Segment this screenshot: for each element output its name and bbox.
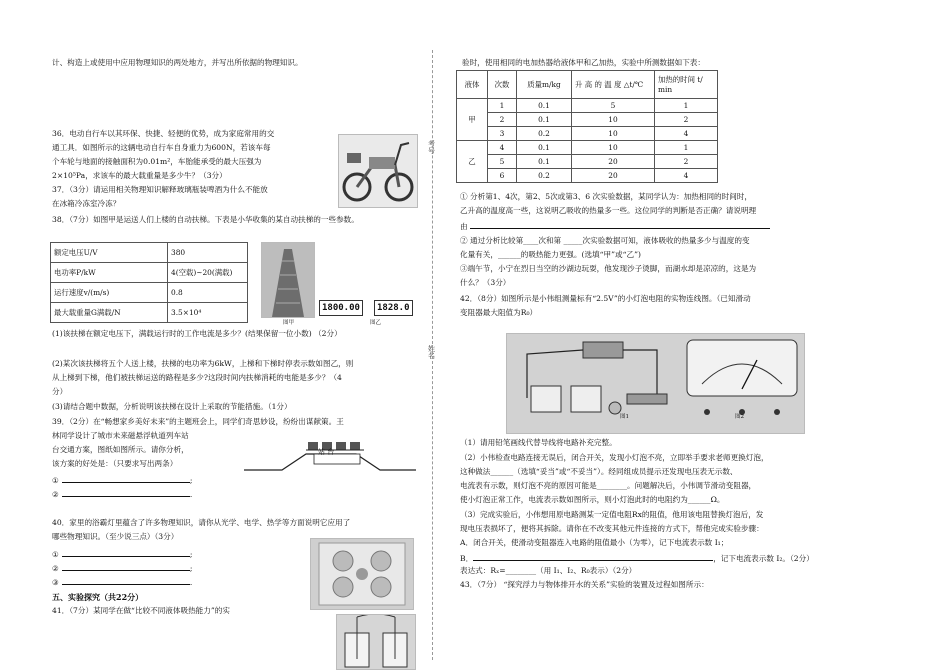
q41-continued: 验时，使用相同的电加热器给液体甲和乙加热，实验中所测数据如下表： (462, 58, 705, 67)
q38-sub2-line2: 从上梯到下梯，他们被扶梯运送的路程是多少?这段时间内扶梯消耗的电能是多少？（4 (52, 373, 342, 382)
q39-line3: 台交通方案，图纸如图所示。请你分析， (52, 445, 189, 454)
header-cell: 升 高 的 温 度 △t/℃ (572, 71, 655, 99)
step-b-label: B． (460, 554, 474, 563)
table-cell: 4 (655, 169, 718, 183)
binding-line (432, 50, 433, 660)
q41-part1-line2: 乙升高的温度高一些，这说明乙吸收的热量多一些。这位同学的判断是否正确？请说明理 (460, 206, 757, 215)
stopwatch-display-1: 1800.00 (319, 300, 363, 316)
table-cell: 5 (488, 155, 517, 169)
q42-expression: 表达式：Rₓ=________（用 I₁、I₂、R₀表示）（2分） (460, 566, 637, 575)
table-cell: 10 (572, 141, 655, 155)
bath-heater-image (310, 538, 414, 610)
q41-part3-line1: ③端午节，小宁在烈日当空的沙湖边玩耍，他发现沙子烫脚，而湖水却是凉凉的，这是为 (460, 264, 757, 273)
answer-blank[interactable] (62, 576, 190, 585)
stopwatch-display-2: 1828.0 (374, 300, 413, 316)
table-cell: 0.2 (517, 169, 572, 183)
fig-a-caption: 图甲 (283, 320, 295, 326)
q42-sub3-line2: 现电压表损坏了，便将其拆除。请你在不改变其他元件连接的方式下，帮他完成实验步骤： (460, 524, 764, 533)
table-cell: 0.1 (517, 113, 572, 127)
table-cell: 1 (488, 99, 517, 113)
circuit-figure (506, 333, 805, 434)
step-b-tail: ，记下电流表示数 I₂。（2分） (713, 554, 814, 563)
q41-part1-line3[interactable] (460, 220, 770, 232)
heating-beakers-image (336, 614, 416, 670)
header-cell: 液体 (457, 71, 488, 99)
fig1-caption: 图1 (620, 414, 629, 420)
answer-blank[interactable] (62, 474, 190, 483)
table-cell: 20 (572, 155, 655, 169)
answer-blank[interactable] (62, 488, 190, 497)
q42-sub2-line1: （2）小伟检查电路连接无误后，闭合开关，发现小灯泡不亮，立即举手要求老师更换灯泡， (460, 453, 769, 462)
q42-sub2-line2: 这种做法______（选填“妥当”或“不妥当”）。经同组成员提示还发现电压表无示数、 (460, 467, 738, 476)
q42-step-a: A．闭合开关，使滑动变阻器连入电路的阻值最小（为零），记下电流表示数 I₁； (460, 538, 729, 547)
answer-blank[interactable] (470, 220, 770, 229)
q36-line4: 2×10⁵Pa，求该车的最大载重量是多少牛？（3分） (52, 171, 227, 180)
header-cell: 质量m/kg (517, 71, 572, 99)
fig2-caption: 图2 (735, 414, 744, 420)
q38-sub2-line3: 分） (52, 387, 68, 396)
q42-line1: 42．（8分）如图所示是小伟组测量标有“2.5V”的小灯泡电阻的实物连线图。（已知滑动 (460, 294, 751, 303)
station-label: 站 台 (318, 448, 335, 456)
header-cell: 次数 (488, 71, 517, 99)
q39-line4: 该方案的好处是：（只要求写出两条） (52, 459, 178, 468)
liquid-heating-table (456, 70, 718, 183)
q40-answer-3[interactable]: ③ . (52, 578, 193, 587)
intro-line: 计、构造上或使用中应用物理知识的两处地方，并写出所依据的物理知识。 (52, 58, 303, 67)
q39-line2: 林同学设计了城市未来磁悬浮轨道列车站 (52, 431, 189, 440)
q41-part2-line2: 化量有关，______的吸热能力更强。(选填“甲”或“乙”) (460, 250, 641, 259)
q36-line3: 个车轮与地面的接触面积为0.01m²，车胎能承受的最大压强为 (52, 157, 262, 166)
marker: ① (52, 476, 59, 485)
table-cell: 4 (655, 127, 718, 141)
q39-line1: 39．（2分）在“畅想家乡美好未来”的主题班会上，同学们奇思妙设，纷纷出谋献策。王 (52, 417, 344, 426)
table-cell: 0.1 (517, 99, 572, 113)
param-value: 4(空载)~20(满载) (168, 263, 248, 283)
q42-sub3-line1: （3）完成实验后，小伟想用原电路测某一定值电阻Rx的阻值，他用该电阻替换灯泡后，发 (460, 510, 764, 519)
liquid-label: 乙 (457, 141, 488, 183)
electric-bike-image (338, 134, 418, 208)
table-cell: 2 (655, 155, 718, 169)
q42-sub1: （1）请用铅笔画线代替导线将电路补充完整。 (460, 438, 617, 447)
param-name: 运行速度v/(m/s) (51, 283, 168, 303)
q36-line2: 通工具．如图所示的这辆电动自行车自身重力为600N，若该车每 (52, 143, 271, 152)
marker: ③ (52, 578, 59, 587)
q40-answer-2[interactable]: ② ; (52, 564, 193, 573)
fig-b-caption: 图乙 (370, 320, 382, 326)
answer-blank[interactable] (62, 562, 190, 571)
q37-line1: 37．（3分）请运用相关物理知识解释玻璃瓶装啤酒为什么不能放 (52, 185, 268, 194)
q42-sub2-line4: 使小灯泡正常工作，电流表示数如图所示，则小灯泡此时的电阻约为______Ω。 (460, 495, 725, 504)
reason-label: 由 (460, 222, 468, 231)
liquid-label: 甲 (457, 99, 488, 141)
q40-line1: 40．家里的浴霸灯里蕴含了许多物理知识，请你从光学、电学、热学等方面说明它应用了 (52, 518, 351, 527)
table-cell: 0.1 (517, 155, 572, 169)
table-cell: 5 (572, 99, 655, 113)
q43-line1: 43．（7分） “探究浮力与物体排开水的关系”实验的装置及过程如图所示： (460, 580, 709, 589)
q38-sub2-line1: (2)某次该扶梯将五个人送上楼，扶梯的电功率为6kW，上梯和下梯时停表示数如图乙，则 (52, 359, 354, 368)
q37-line2: 在冰箱冷冻室冷冻？ (52, 199, 121, 208)
exam-number-label: 考号 (427, 140, 436, 154)
q38-sub1: (1)该扶梯在额定电压下，满载运行时的工作电流是多少？(结果保留一位小数) （2分） (52, 329, 342, 338)
q38-sub3: (3)请结合题中数据，分析说明该扶梯在设计上采取的节能措施。（1分） (52, 402, 292, 411)
param-name: 最大载重量G满载/N (51, 303, 168, 323)
table-cell: 6 (488, 169, 517, 183)
q40-answer-1[interactable]: ① ; (52, 550, 193, 559)
q42-sub2-line3: 电流表有示数，则灯泡不亮的原因可能是________。问题解决后，小伟调节滑动变阻器， (460, 481, 757, 490)
q39-answer-2[interactable]: ② . (52, 490, 193, 499)
q41-part1-line1: ① 分析第1、4次，第2、5次或第3、6 次实验数据，某同学认为：加热相同的时间时， (460, 192, 752, 201)
q42-line2: 变阻器最大阻值为R₀） (460, 308, 538, 317)
escalator-image (261, 242, 315, 318)
q38-intro: 38．（7分）如图甲是运送人们上楼的自动扶梯。下表是小华收集的某自动扶梯的一些参数。 (52, 215, 359, 224)
q40-line2: 哪些物理知识。（至少说三点）（3分） (52, 532, 179, 541)
param-name: 额定电压U/V (51, 243, 168, 263)
answer-blank[interactable] (62, 548, 190, 557)
q36-line1: 36．电动自行车以其环保、快捷、轻便的优势，成为家庭常用的交 (52, 129, 275, 138)
table-cell: 2 (655, 113, 718, 127)
param-value: 0.8 (168, 283, 248, 303)
escalator-params-table (50, 242, 248, 323)
marker: ① (52, 550, 59, 559)
q41-line1: 41．（7分）某同学在做“比较不同液体吸热能力”的实 (52, 606, 230, 615)
table-cell: 0.2 (517, 127, 572, 141)
table-cell: 4 (488, 141, 517, 155)
marker: ② (52, 490, 59, 499)
marker: ② (52, 564, 59, 573)
table-cell: 0.1 (517, 141, 572, 155)
table-cell: 3 (488, 127, 517, 141)
header-cell: 加热的时间 t/ min (655, 71, 718, 99)
q41-part2-line1: ② 通过分析比较第____次和第 _____次实验数据可知，液体吸收的热量多少与温度的变 (460, 236, 750, 245)
table-cell: 1 (655, 141, 718, 155)
table-cell: 2 (488, 113, 517, 127)
param-value: 380 (168, 243, 248, 263)
param-value: 3.5×10⁴ (168, 303, 248, 323)
q42-step-b[interactable] (460, 552, 814, 564)
table-cell: 10 (572, 127, 655, 141)
q41-part3-line2: 什么？（3分） (460, 278, 511, 287)
param-name: 电功率P/kW (51, 263, 168, 283)
table-cell: 1 (655, 99, 718, 113)
answer-blank[interactable] (473, 552, 713, 561)
table-cell: 10 (572, 113, 655, 127)
name-label: 姓名 (427, 345, 436, 359)
section-5-heading: 五、实验探究（共22分） (52, 592, 144, 602)
q39-answer-1[interactable]: ① ; (52, 476, 193, 485)
table-cell: 20 (572, 169, 655, 183)
